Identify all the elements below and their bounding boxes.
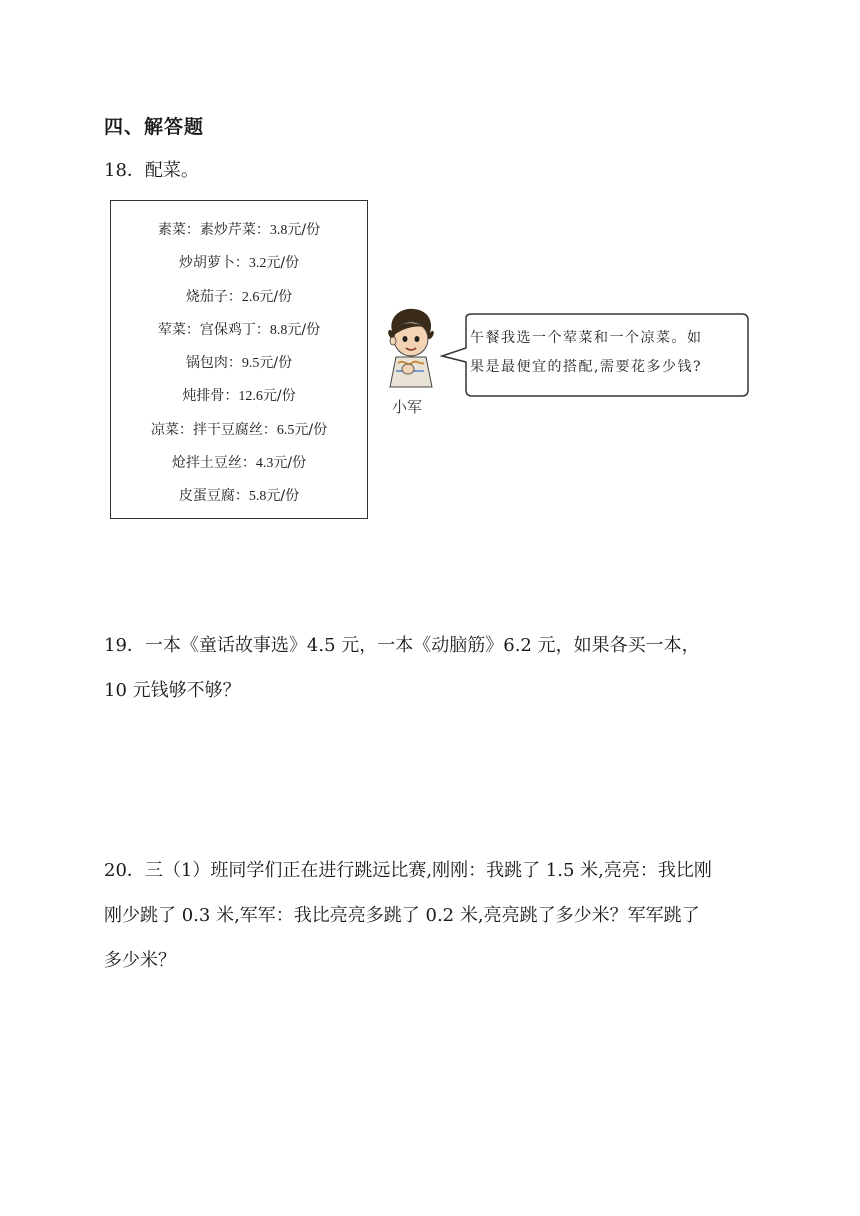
menu-item-unit: 元/份 (273, 455, 307, 471)
menu-item-unit: 元/份 (287, 322, 321, 338)
boy-illustration (378, 305, 442, 389)
menu-item-label: 荤菜：宫保鸡丁： (157, 322, 270, 338)
menu-item (111, 419, 367, 439)
question-19 (104, 623, 764, 713)
menu-item (111, 252, 367, 272)
question-20 (104, 848, 764, 983)
menu-item-price: 12.6 (238, 389, 263, 404)
menu-item-price: 3.8 (269, 223, 288, 238)
menu-box (110, 200, 368, 519)
menu-item-price: 5.8 (248, 489, 267, 504)
question-line: 20．三（1）班同学们正在进行跳远比赛,刚刚：我跳了 1.5 米,亮亮：我比刚 (104, 860, 712, 881)
speech-text (470, 324, 740, 382)
question-line: 19．一本《童话故事选》4.5 元，一本《动脑筋》6.2 元，如果各买一本， (104, 635, 700, 656)
menu-item-unit: 元/份 (294, 422, 328, 438)
menu-item-price: 3.2 (248, 256, 267, 271)
menu-item (111, 219, 367, 239)
menu-item-price: 8.8 (269, 323, 288, 338)
menu-item-label: 烧茄子： (185, 289, 242, 305)
menu-item-label: 炒胡萝卜： (178, 255, 249, 271)
menu-item-price: 6.5 (276, 423, 295, 438)
menu-item (111, 385, 367, 405)
menu-item-label: 炖排骨： (182, 388, 239, 404)
menu-item (111, 352, 367, 372)
menu-item (111, 286, 367, 306)
menu-item-unit: 元/份 (266, 488, 300, 504)
character-name: 小军 (392, 398, 423, 416)
menu-item (111, 319, 367, 339)
question-line: 多少米？ (104, 950, 176, 971)
question-18 (104, 148, 764, 193)
menu-item-label: 皮蛋豆腐： (178, 488, 249, 504)
menu-item-unit: 元/份 (262, 388, 296, 404)
menu-item-price: 9.5 (241, 356, 260, 371)
menu-item-unit: 元/份 (287, 222, 321, 238)
menu-item-unit: 元/份 (259, 289, 293, 305)
question-18-text: 18．配菜。 (104, 160, 199, 181)
menu-item-label: 锅包肉： (185, 355, 242, 371)
speech-line: 果是最便宜的搭配,需要花多少钱? (470, 359, 702, 375)
speech-line: 午餐我选一个荤菜和一个凉菜。如 (470, 330, 703, 346)
question-line: 刚少跳了 0.3 米,军军：我比亮亮多跳了 0.2 米,亮亮跳了多少米？军军跳了 (104, 905, 700, 926)
menu-item (111, 485, 367, 505)
question-line: 10 元钱够不够？ (104, 680, 241, 701)
menu-item-price: 4.3 (255, 456, 274, 471)
menu-item-price: 2.6 (241, 290, 260, 305)
menu-item-label: 素菜：素炒芹菜： (157, 222, 270, 238)
menu-item-label: 炝拌土豆丝： (171, 455, 256, 471)
section-heading: 四、解答题 (104, 116, 205, 138)
menu-item-unit: 元/份 (259, 355, 293, 371)
menu-item-label: 凉菜：拌干豆腐丝： (150, 422, 277, 438)
menu-item (111, 452, 367, 472)
menu-item-unit: 元/份 (266, 255, 300, 271)
